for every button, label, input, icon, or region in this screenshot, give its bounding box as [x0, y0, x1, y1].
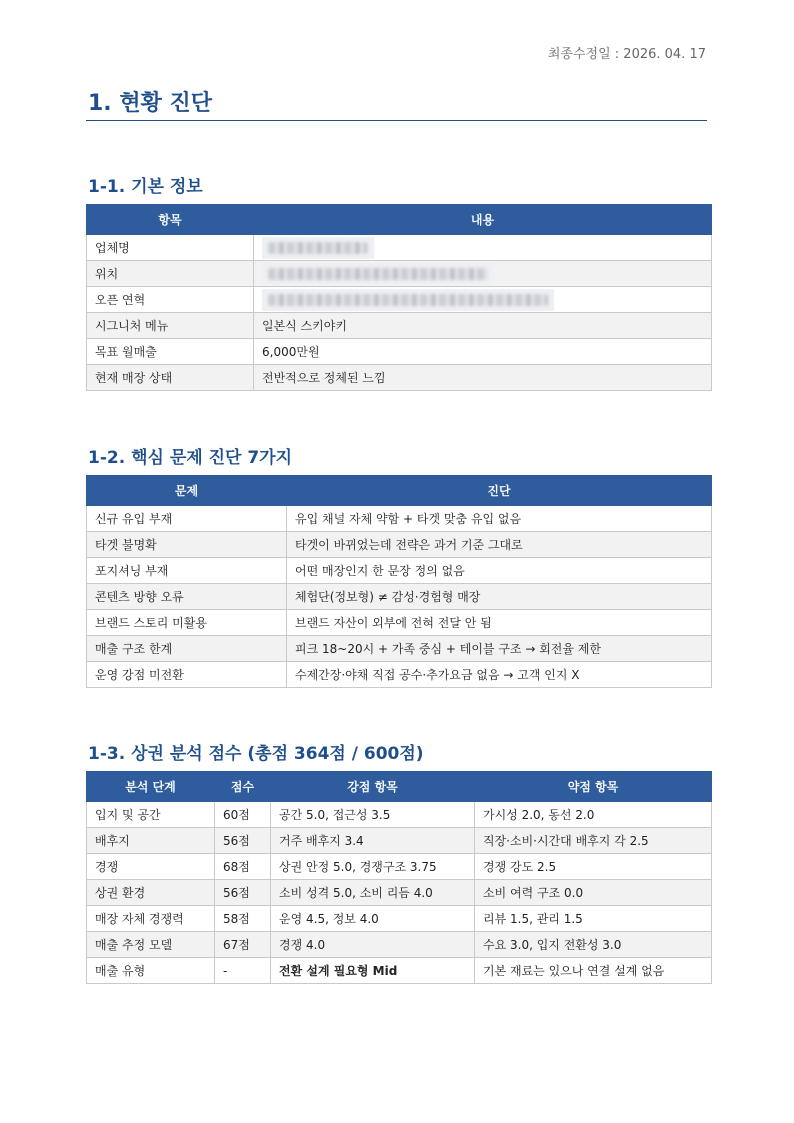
weakness-cell: 수요 3.0, 입지 전환성 3.0	[475, 932, 712, 958]
table-row	[87, 506, 712, 532]
row-label: 현재 매장 상태	[87, 365, 254, 391]
stage-cell: 경쟁	[87, 854, 215, 880]
row-value: 전반적으로 정체된 느낌	[254, 365, 712, 391]
problem-cell: 타겟 불명확	[87, 532, 287, 558]
strength-cell: 공간 5.0, 접근성 3.5	[271, 802, 475, 828]
table-row	[87, 662, 712, 688]
diagnosis-cell: 브랜드 자산이 외부에 전혀 전달 안 됨	[287, 610, 712, 636]
last-modified-date: 최종수정일 : 2026. 04. 17	[547, 47, 706, 62]
table-row	[87, 339, 712, 365]
section-heading-core-problems: 1-2. 핵심 문제 진단 7가지	[88, 448, 293, 468]
strength-cell: 상권 안정 5.0, 경쟁구조 3.75	[271, 854, 475, 880]
stage-cell: 매출 추정 모델	[87, 932, 215, 958]
table-row	[87, 365, 712, 391]
stage-cell: 매장 자체 경쟁력	[87, 906, 215, 932]
table-row	[87, 958, 712, 984]
table-row	[87, 828, 712, 854]
redacted-company-name	[254, 235, 712, 261]
diagnosis-cell: 유입 채널 자체 약함 + 타겟 맞춤 유입 없음	[287, 506, 712, 532]
column-header-item: 항목	[87, 205, 254, 235]
table-header-row	[87, 205, 712, 235]
table-row	[87, 261, 712, 287]
diagnosis-cell: 피크 18~20시 + 가족 중심 + 테이블 구조 → 회전율 제한	[287, 636, 712, 662]
table-row	[87, 802, 712, 828]
diagnosis-cell: 타겟이 바뀌었는데 전략은 과거 기준 그대로	[287, 532, 712, 558]
weakness-cell: 소비 여력 구조 0.0	[475, 880, 712, 906]
row-label: 시그니처 메뉴	[87, 313, 254, 339]
row-value: 6,000만원	[254, 339, 712, 365]
table-row	[87, 932, 712, 958]
trade-area-table	[86, 771, 712, 984]
table-header-row	[87, 476, 712, 506]
strength-cell: 소비 성격 5.0, 소비 리듬 4.0	[271, 880, 475, 906]
row-label: 목표 월매출	[87, 339, 254, 365]
redacted-opening-history	[254, 287, 712, 313]
score-cell: 58점	[215, 906, 271, 932]
weakness-cell: 기본 재료는 있으나 연결 설계 없음	[475, 958, 712, 984]
score-cell: 60점	[215, 802, 271, 828]
table-row	[87, 854, 712, 880]
basic-info-table	[86, 204, 712, 391]
table-row	[87, 532, 712, 558]
row-label: 오픈 연혁	[87, 287, 254, 313]
table-row	[87, 287, 712, 313]
weakness-cell: 리뷰 1.5, 관리 1.5	[475, 906, 712, 932]
score-cell: 67점	[215, 932, 271, 958]
page-title: 1. 현황 진단	[88, 91, 212, 116]
problem-cell: 브랜드 스토리 미활용	[87, 610, 287, 636]
problem-cell: 포지셔닝 부재	[87, 558, 287, 584]
table-header-row	[87, 772, 712, 802]
column-header-score: 점수	[215, 772, 271, 802]
row-value: 일본식 스키야키	[254, 313, 712, 339]
strength-cell: 거주 배후지 3.4	[271, 828, 475, 854]
column-header-problem: 문제	[87, 476, 287, 506]
diagnosis-cell: 수제간장·야채 직접 공수·추가요금 없음 → 고객 인지 X	[287, 662, 712, 688]
problem-cell: 매출 구조 한계	[87, 636, 287, 662]
core-problems-table	[86, 475, 712, 688]
table-row	[87, 235, 712, 261]
weakness-cell: 직장·소비·시간대 배후지 각 2.5	[475, 828, 712, 854]
problem-cell: 운영 강점 미전환	[87, 662, 287, 688]
stage-cell: 매출 유형	[87, 958, 215, 984]
weakness-cell: 가시성 2.0, 동선 2.0	[475, 802, 712, 828]
stage-cell: 입지 및 공간	[87, 802, 215, 828]
column-header-weakness: 약점 항목	[475, 772, 712, 802]
column-header-stage: 분석 단계	[87, 772, 215, 802]
strength-cell: 운영 4.5, 정보 4.0	[271, 906, 475, 932]
table-row	[87, 906, 712, 932]
stage-cell: 배후지	[87, 828, 215, 854]
diagnosis-cell: 체험단(정보형) ≠ 감성·경험형 매장	[287, 584, 712, 610]
column-header-content: 내용	[254, 205, 712, 235]
strength-cell: 전환 설계 필요형 Mid	[271, 958, 475, 984]
redacted-location	[254, 261, 712, 287]
weakness-cell: 경쟁 강도 2.5	[475, 854, 712, 880]
row-label: 위치	[87, 261, 254, 287]
score-cell: 56점	[215, 880, 271, 906]
diagnosis-cell: 어떤 매장인지 한 문장 정의 없음	[287, 558, 712, 584]
section-heading-trade-area: 1-3. 상권 분석 점수 (총점 364점 / 600점)	[88, 744, 424, 764]
table-row	[87, 880, 712, 906]
column-header-strength: 강점 항목	[271, 772, 475, 802]
problem-cell: 신규 유입 부재	[87, 506, 287, 532]
title-divider	[86, 120, 707, 121]
problem-cell: 콘텐츠 방향 오류	[87, 584, 287, 610]
stage-cell: 상권 환경	[87, 880, 215, 906]
strength-cell: 경쟁 4.0	[271, 932, 475, 958]
table-row	[87, 636, 712, 662]
table-row	[87, 584, 712, 610]
table-row	[87, 610, 712, 636]
column-header-diagnosis: 진단	[287, 476, 712, 506]
score-cell: -	[215, 958, 271, 984]
section-heading-basic-info: 1-1. 기본 정보	[88, 177, 203, 197]
score-cell: 56점	[215, 828, 271, 854]
table-row	[87, 313, 712, 339]
row-label: 업체명	[87, 235, 254, 261]
score-cell: 68점	[215, 854, 271, 880]
table-row	[87, 558, 712, 584]
